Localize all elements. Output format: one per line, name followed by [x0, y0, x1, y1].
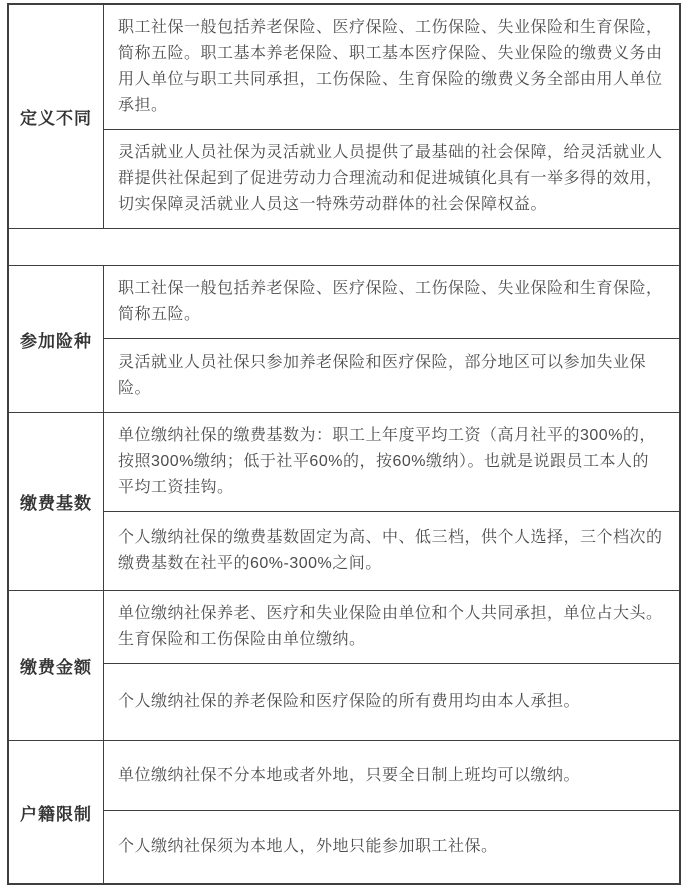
table-cell: [104, 591, 679, 663]
spacer-row: [9, 228, 679, 265]
social-insurance-comparison-table: [7, 3, 681, 885]
row-header-text: 缴费基数: [20, 494, 92, 513]
row-header-text: 参加险种: [20, 331, 92, 351]
table-cell: [104, 266, 679, 338]
row-cells: [104, 741, 679, 883]
table-row: [9, 740, 679, 883]
cell-text: 灵活就业人员社保为灵活就业人员提供了最基础的社会保障，给灵活就业人群提供社保起到了促进劳动力合理流动和促进城镇化具有一举多得的效用，切实保障灵活就业人员这一特殊劳动群体的社会保障权益。: [118, 144, 663, 213]
cell-text: 职工社保一般包括养老保险、医疗保险、工伤保险、失业保险和生育保险，简称五险。职工基本养老保险、职工基本医疗保险、失业保险的缴费义务由用人单位与职工共同承担，工伤保险、生育保险的缴费义务全部由用人单位承担。: [118, 19, 663, 114]
table-cell: [104, 5, 679, 129]
table-cell: [104, 663, 679, 740]
table-cell: [104, 338, 679, 412]
row-cells: [104, 266, 679, 412]
row-cells: [104, 591, 679, 740]
row-header: [9, 591, 104, 740]
table-row: [9, 412, 679, 590]
cell-text: 个人缴纳社保须为本地人，外地只能参加职工社保。: [118, 838, 498, 855]
cell-text: 个人缴纳社保的缴费基数固定为高、中、低三档，供个人选择，三个档次的缴费基数在社平的60%-300%之间。: [118, 529, 663, 572]
row-header-text: 定义不同: [20, 109, 92, 128]
table-row: [9, 265, 679, 412]
cell-text: 灵活就业人员社保只参加养老保险和医疗保险，部分地区可以参加失业保险。: [118, 353, 647, 397]
cell-text: 单位缴纳社保的缴费基数为：职工上年度平均工资（高月社平的300%的，按照300%缴纳；低于社平60%的，按60%缴纳）。也就是说跟员工本人的平均工资挂钩。: [118, 427, 656, 496]
cell-text: 单位缴纳社保养老、医疗和失业保险由单位和个人共同承担，单位占大头。生育保险和工伤保险由单位缴纳。: [118, 605, 663, 648]
row-cells: [104, 5, 679, 228]
row-header: [9, 5, 104, 228]
table-cell: [104, 511, 679, 590]
table-cell: [104, 413, 679, 511]
row-header-text: 缴费金额: [20, 658, 92, 677]
cell-text: 单位缴纳社保不分本地或者外地，只要全日制上班均可以缴纳。: [118, 766, 581, 784]
cell-text: 职工社保一般包括养老保险、医疗保险、工伤保险、失业保险和生育保险，简称五险。: [118, 280, 663, 323]
row-header: [9, 266, 104, 412]
table-cell: [104, 810, 679, 883]
row-header-text: 户籍限制: [20, 804, 92, 824]
row-cells: [104, 413, 679, 590]
cell-text: 个人缴纳社保的养老保险和医疗保险的所有费用均由本人承担。: [118, 693, 581, 710]
row-header: [9, 413, 104, 590]
table-row: [9, 590, 679, 740]
table-row: [9, 5, 679, 228]
table-cell: [104, 129, 679, 228]
table-cell: [104, 741, 679, 810]
row-header: [9, 741, 104, 883]
